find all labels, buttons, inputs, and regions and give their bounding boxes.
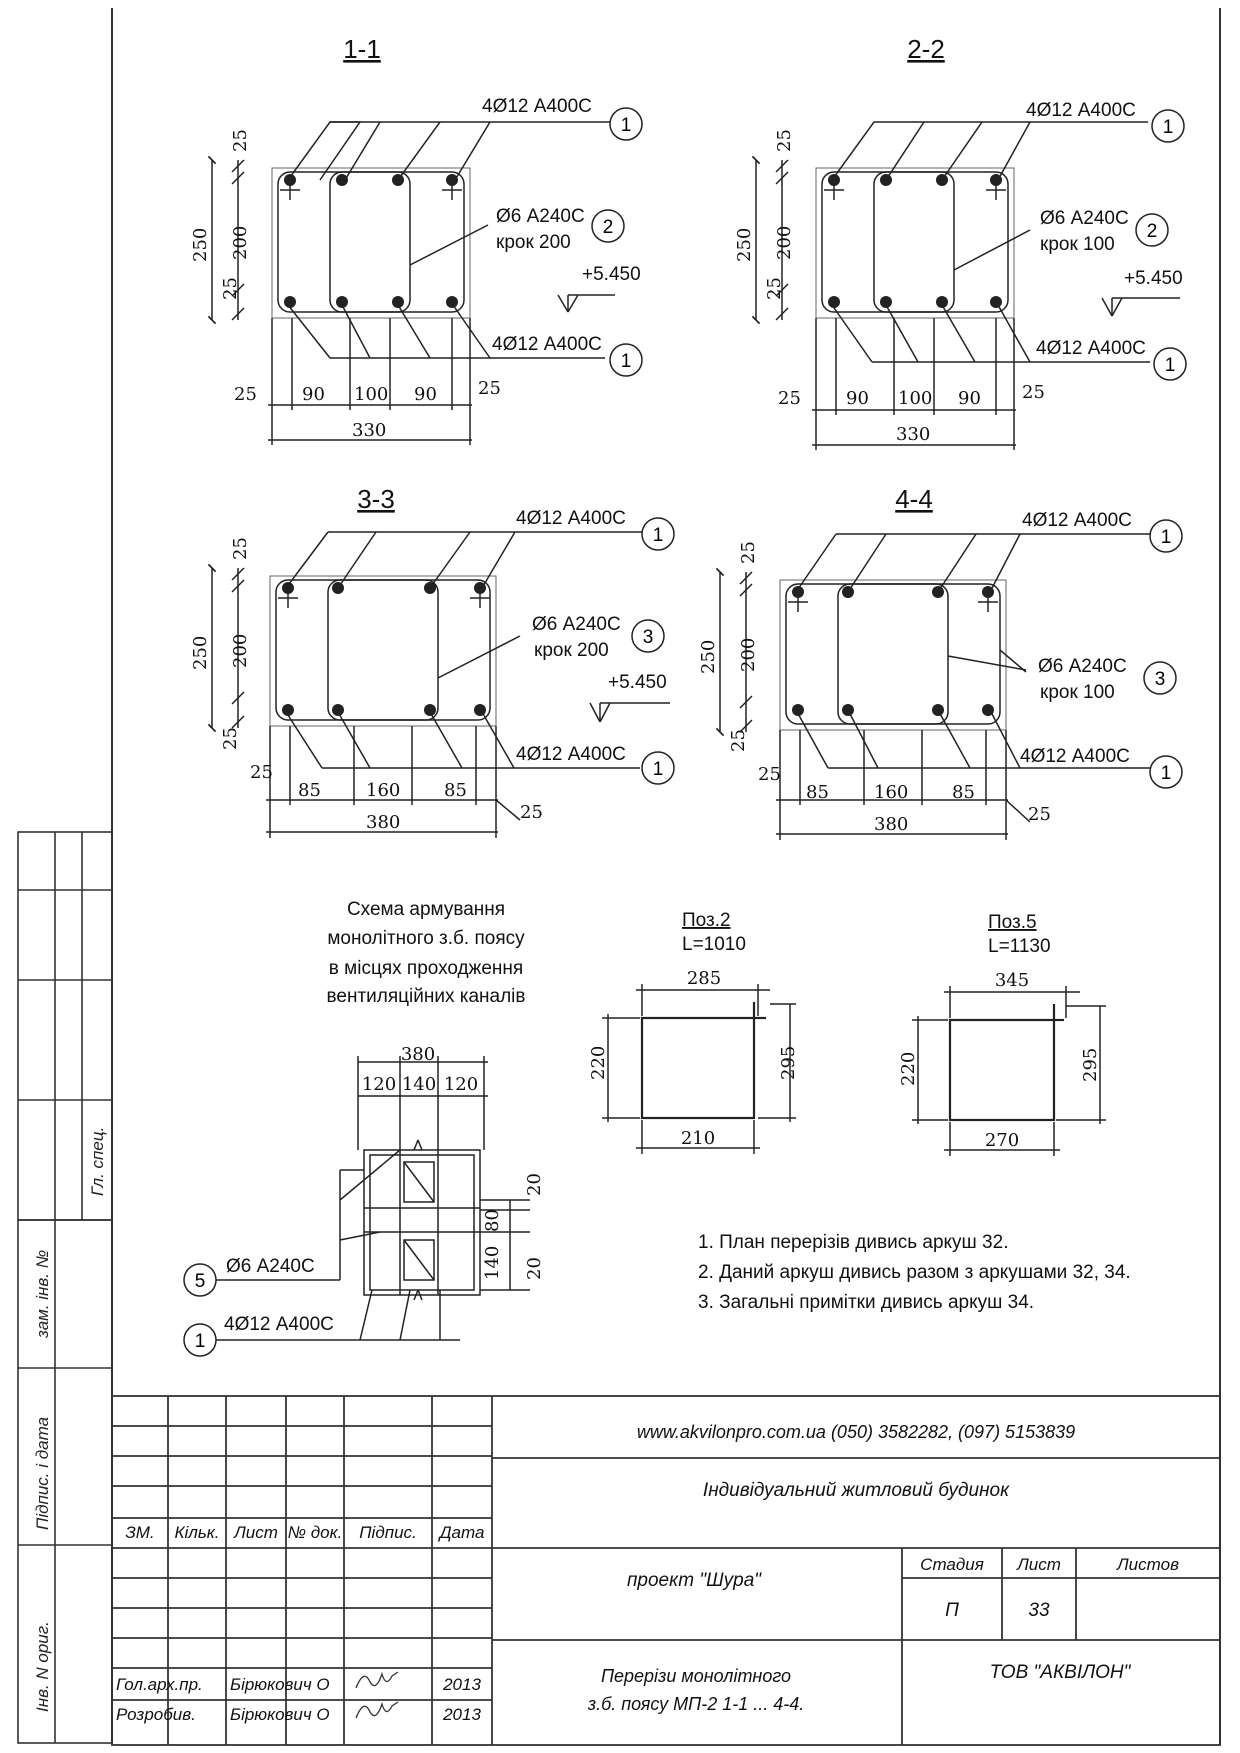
section-3-3-markers xyxy=(632,518,674,784)
dim-height-total: 250 xyxy=(698,639,719,674)
position-marker: 2 xyxy=(602,217,614,238)
scheme-dim-vertical: 140 xyxy=(482,1245,503,1280)
position-marker: 1 xyxy=(620,115,632,136)
dim-width-total: 380 xyxy=(874,814,909,835)
dim-width-part: 90 xyxy=(414,384,437,405)
dim-width-part: 100 xyxy=(898,388,933,409)
side-label-original: Інв. N ориг. xyxy=(33,1621,52,1712)
dim-height-bottom: 25 xyxy=(220,277,241,300)
position-marker: 5 xyxy=(194,1271,206,1292)
notes xyxy=(698,1232,1131,1313)
note-line: 3. Загальні примітки дивись аркуш 34. xyxy=(698,1292,1035,1313)
dim-width-part: 25 xyxy=(520,802,543,823)
header-sheet: Лист xyxy=(234,1523,278,1542)
dim-width-part: 85 xyxy=(298,780,321,801)
sheets-header: Листов xyxy=(1117,1555,1179,1574)
position-dim-top: 345 xyxy=(994,970,1030,991)
position-marker: 1 xyxy=(1162,117,1174,138)
dim-height-top: 25 xyxy=(774,129,795,152)
dim-height-bottom: 25 xyxy=(728,729,749,752)
side-label-chief: Гл. спец. xyxy=(88,1126,107,1196)
dim-width-part: 85 xyxy=(444,780,467,801)
dim-height-mid: 200 xyxy=(230,633,251,668)
dim-height-top: 25 xyxy=(230,129,251,152)
position-dim-right: 295 xyxy=(778,1045,799,1080)
position-dim-left: 220 xyxy=(588,1045,609,1080)
position-title: Поз.2 xyxy=(682,910,731,931)
header-revision: ЗМ. xyxy=(125,1523,155,1542)
section-3-3-labels xyxy=(190,484,667,833)
section-4-4-labels xyxy=(698,484,1132,835)
header-signature: Підпис. xyxy=(359,1523,417,1542)
position-marker: 3 xyxy=(1154,669,1166,690)
header-date: Дата xyxy=(439,1523,485,1542)
row-date: 2013 xyxy=(443,1705,481,1724)
sheet-title-line-1: Перерізи монолітного xyxy=(600,1666,792,1686)
rebar-top-label: 4Ø12 А400С xyxy=(482,96,592,117)
scheme-caption xyxy=(327,899,526,1007)
sheet-title-line-2: з.б. поясу МП-2 1-1 ... 4-4. xyxy=(587,1694,805,1714)
dim-width-total: 380 xyxy=(366,812,401,833)
dim-height-top: 25 xyxy=(738,541,759,564)
position-marker: 1 xyxy=(1160,527,1172,548)
stirrup-step: крок 100 xyxy=(1040,234,1115,255)
note-line: 2. Даний аркуш дивись разом з аркушами 32, 34. xyxy=(698,1262,1131,1283)
note-line: 1. План перерізів дивись аркуш 32. xyxy=(698,1232,1009,1253)
dim-width-part: 160 xyxy=(874,782,909,803)
position-marker: 1 xyxy=(1164,355,1176,376)
section-3-3-bars xyxy=(282,582,486,716)
scheme-caption-line: вентиляційних каналів xyxy=(326,986,526,1007)
rebar-bottom-label: 4Ø12 А400С xyxy=(516,744,626,765)
rebar-top-label: 4Ø12 А400С xyxy=(1026,100,1136,121)
position-title: Поз.5 xyxy=(988,912,1037,933)
header-doc-no: № док. xyxy=(287,1523,343,1542)
position-marker: 2 xyxy=(1146,221,1158,242)
position-marker: 1 xyxy=(194,1331,206,1352)
position-dim-bottom: 270 xyxy=(984,1130,1020,1151)
dim-height-mid: 200 xyxy=(738,637,759,672)
dim-width-part: 25 xyxy=(1028,804,1051,825)
stirrup-label: Ø6 А240С xyxy=(496,206,585,227)
position-length: L=1010 xyxy=(682,934,746,955)
section-4-4-bars xyxy=(792,586,994,716)
dim-height-total: 250 xyxy=(190,635,211,670)
signatures xyxy=(356,1672,398,1718)
dim-width-part: 90 xyxy=(302,384,325,405)
section-1-1-bars xyxy=(284,174,458,308)
rebar-bottom-label: 4Ø12 А400С xyxy=(1036,338,1146,359)
scheme-dim-part: 120 xyxy=(361,1074,397,1095)
sheet-value: 33 xyxy=(1028,1600,1050,1621)
position-marker: 1 xyxy=(1160,763,1172,784)
dim-width-total: 330 xyxy=(352,420,387,441)
section-title: 3-3 xyxy=(357,484,395,514)
stirrup-step: крок 200 xyxy=(534,640,609,661)
row-role: Розробив. xyxy=(116,1705,196,1724)
dim-width-part: 25 xyxy=(758,764,781,785)
scheme-dim-total: 380 xyxy=(400,1044,436,1065)
rebar-top-label: 4Ø12 А400С xyxy=(1022,510,1132,531)
section-4-4-markers xyxy=(1144,520,1182,788)
website: www.akvilonpro.com.ua (050) 3582282, (097) 5153839 xyxy=(636,1422,1076,1442)
side-label-sign-date: Підпис. і дата xyxy=(33,1416,52,1530)
row-name: Бірюкович О xyxy=(230,1675,330,1694)
position-marker: 1 xyxy=(652,525,664,546)
stage-header: Стадия xyxy=(920,1555,984,1574)
stirrup-label: Ø6 А240С xyxy=(532,614,621,635)
dim-width-part: 85 xyxy=(806,782,829,803)
dim-width-part: 25 xyxy=(1022,382,1045,403)
position-5-labels xyxy=(898,912,1101,1151)
dim-width-part: 25 xyxy=(478,378,501,399)
rebar-bottom-label: 4Ø12 А400С xyxy=(492,334,602,355)
scheme-caption-line: в місцях проходження xyxy=(328,958,524,979)
object-name: Індивідуальний житловий будинок xyxy=(702,1480,1010,1501)
scheme-caption-line: монолітного з.б. поясу xyxy=(327,928,525,949)
dim-height-bottom: 25 xyxy=(764,277,785,300)
dim-height-total: 250 xyxy=(190,227,211,262)
level-mark: +5.450 xyxy=(1124,268,1183,289)
scheme-dim-vertical: 20 xyxy=(524,1173,545,1196)
scheme-plan xyxy=(210,1056,530,1340)
signature-mark xyxy=(356,1702,398,1718)
row-name: Бірюкович О xyxy=(230,1705,330,1724)
rebar-bottom-label: 4Ø12 А400С xyxy=(1020,746,1130,767)
stage-value: П xyxy=(945,1600,959,1621)
scheme-labels xyxy=(224,1044,545,1335)
dim-height-bottom: 25 xyxy=(220,727,241,750)
section-title: 4-4 xyxy=(895,484,933,514)
position-dim-bottom: 210 xyxy=(680,1128,716,1149)
dim-width-part: 85 xyxy=(952,782,975,803)
scheme-dim-part: 120 xyxy=(443,1074,479,1095)
dim-width-part: 25 xyxy=(234,384,257,405)
position-marker: 1 xyxy=(620,351,632,372)
dim-width-part: 90 xyxy=(958,388,981,409)
rebar-top-label: 4Ø12 А400С xyxy=(516,508,626,529)
stirrup-step: крок 100 xyxy=(1040,682,1115,703)
scheme-dim-part: 140 xyxy=(401,1074,437,1095)
level-mark: +5.450 xyxy=(582,264,641,285)
position-2-labels xyxy=(588,910,799,1149)
scheme-caption-line: Схема армування xyxy=(346,899,506,920)
section-1-1-labels xyxy=(190,34,641,441)
row-role: Гол.арх.пр. xyxy=(116,1675,203,1694)
section-title: 1-1 xyxy=(343,34,381,64)
dim-width-part: 160 xyxy=(366,780,401,801)
dim-width-part: 90 xyxy=(846,388,869,409)
project-name: проект "Шура" xyxy=(626,1570,762,1591)
side-labels xyxy=(33,1127,107,1712)
scheme-rebar-label: 4Ø12 А400С xyxy=(224,1314,334,1335)
stirrup-label: Ø6 А240С xyxy=(1040,208,1129,229)
title-block-text xyxy=(116,1422,1179,1724)
position-length: L=1130 xyxy=(988,936,1051,957)
position-dim-right: 295 xyxy=(1080,1047,1101,1082)
side-label-replace: зам. інв. № xyxy=(33,1249,52,1338)
scheme-dim-vertical: 80 xyxy=(482,1209,503,1232)
level-mark: +5.450 xyxy=(608,672,667,693)
section-2-2-labels xyxy=(734,34,1183,445)
scheme-stirrup-label: Ø6 А240С xyxy=(226,1256,315,1277)
dim-height-mid: 200 xyxy=(774,225,795,260)
header-quantity: Кільк. xyxy=(174,1523,220,1542)
dim-height-mid: 200 xyxy=(230,225,251,260)
signature-mark xyxy=(356,1672,398,1688)
dim-width-part: 100 xyxy=(354,384,389,405)
position-dim-top: 285 xyxy=(686,968,722,989)
stirrup-step: крок 200 xyxy=(496,232,571,253)
dim-width-part: 25 xyxy=(778,388,801,409)
section-2-2-bars xyxy=(828,174,1002,308)
stirrup-label: Ø6 А240С xyxy=(1038,656,1127,677)
dim-height-total: 250 xyxy=(734,227,755,262)
position-marker: 3 xyxy=(642,627,654,648)
row-date: 2013 xyxy=(443,1675,481,1694)
dim-width-total: 330 xyxy=(896,424,931,445)
dim-width-part: 25 xyxy=(250,762,273,783)
section-title: 2-2 xyxy=(907,34,945,64)
section-3-3 xyxy=(212,532,670,838)
position-marker: 1 xyxy=(652,759,664,780)
company-name: ТОВ "АКВІЛОН" xyxy=(989,1662,1131,1683)
dim-height-top: 25 xyxy=(230,537,251,560)
scheme-dim-vertical: 20 xyxy=(524,1257,545,1280)
position-dim-left: 220 xyxy=(898,1051,919,1086)
scheme-markers xyxy=(184,1264,216,1356)
sheet-header: Лист xyxy=(1017,1555,1061,1574)
